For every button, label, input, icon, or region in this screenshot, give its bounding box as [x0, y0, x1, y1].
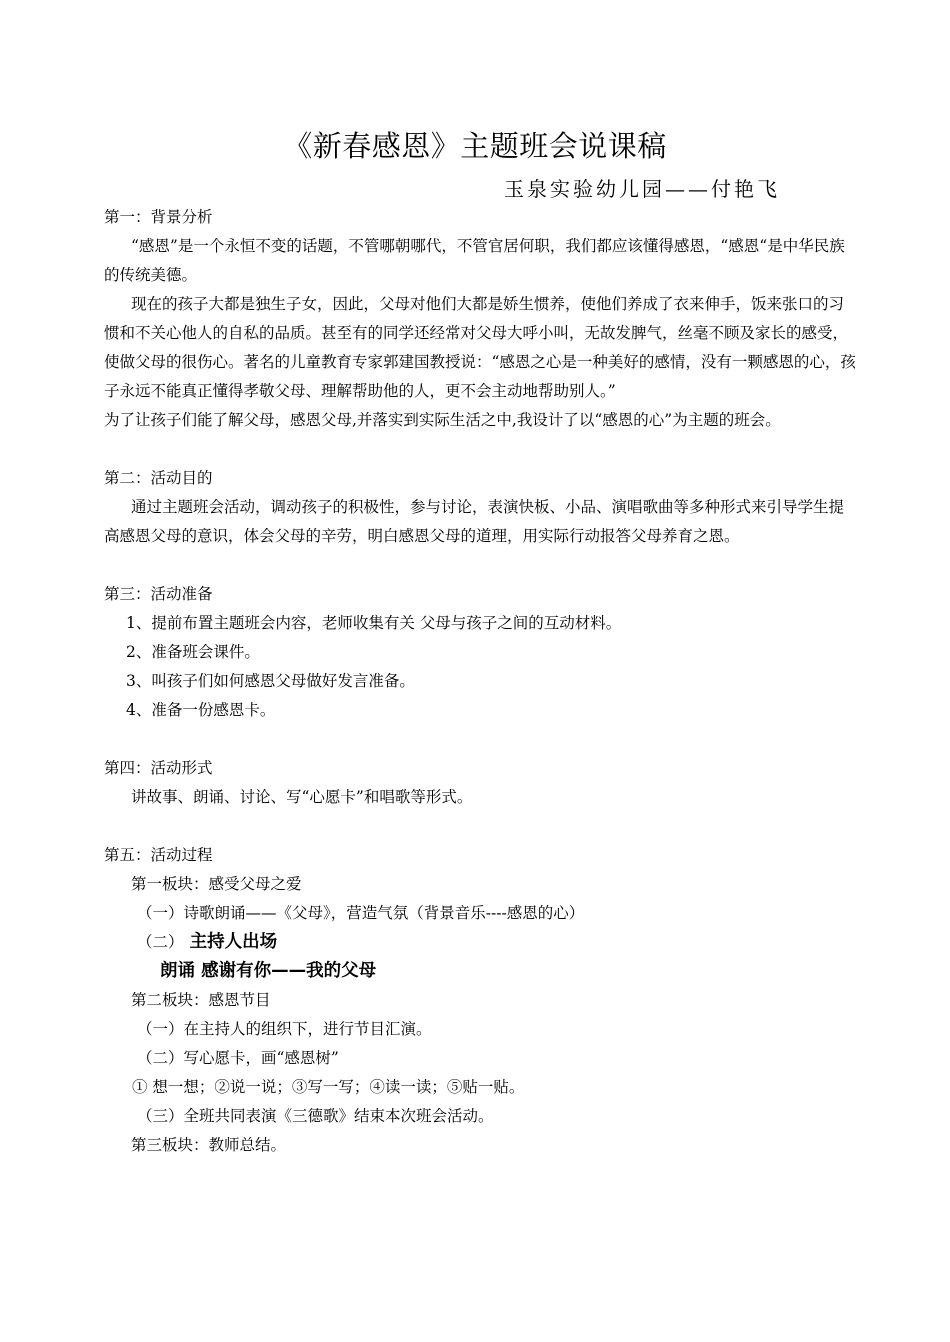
block-heading: 第一板块：感受父母之爱 [131, 875, 302, 893]
item-bold-text: 主持人出场 [189, 932, 278, 952]
list-item: 4、准备一份感恩卡。 [126, 701, 276, 719]
section-heading-background: 第一：背景分析 [104, 208, 213, 226]
list-item: ① 想一想；②说一说；③写一写；④读一读；⑤贴一贴。 [132, 1078, 525, 1096]
list-item: （一）诗歌朗诵——《父母》，营造气氛（背景音乐----感恩的心） [137, 904, 585, 922]
document-body [104, 203, 856, 1160]
spacer [104, 725, 856, 754]
list-item: （一）在主持人的组织下，进行节目汇演。 [137, 1020, 432, 1038]
spacer [104, 435, 856, 464]
block-heading: 第二板块：感恩节目 [131, 991, 271, 1009]
document-author: 玉泉实验幼儿园——付艳飞 [504, 177, 780, 201]
bold-line: 朗诵 感谢有你——我的父母 [160, 961, 377, 981]
paragraph: “感恩”是一个永恒不变的话题，不管哪朝哪代，不管官居何职，我们都应该懂得感恩，“感恩“是中华民族的传统美德。 [104, 237, 845, 284]
section-heading-format: 第四：活动形式 [104, 759, 213, 777]
item-prefix: （二） [137, 933, 184, 951]
list-item: （二）写心愿卡，画“感恩树” [137, 1049, 339, 1067]
spacer [104, 812, 856, 841]
block-heading: 第三板块：教师总结。 [131, 1136, 287, 1154]
paragraph: 通过主题班会活动，调动孩子的积极性，参与讨论，表演快板、小品、演唱歌曲等多种形式来引导学生提高感恩父母的意识，体会父母的辛劳，明白感恩父母的道理，用实际行动报答父母养育之恩。 [104, 498, 845, 545]
paragraph: 现在的孩子大都是独生子女，因此，父母对他们大都是娇生惯养，使他们养成了衣来伸手，饭来张口的习惯和不关心他人的自私的品质。甚至有的同学还经常对父母大呼小叫，无故发脾气，丝毫不顾及家长的感受，使做父母的很伤心。著名的儿童教育专家郭建国教授说：“感恩之心是一种美好的感情，没有一颗感恩的心，孩子永远不能真正懂得孝敬父母、理解帮助他的人，更不会主动地帮助别人。” [104, 295, 856, 400]
spacer [104, 551, 856, 580]
list-item: 2、准备班会课件。 [126, 643, 260, 661]
section-heading-purpose: 第二：活动目的 [104, 469, 213, 487]
paragraph: 为了让孩子们能了解父母，感恩父母,并落实到实际生活之中,我设计了以“感恩的心”为主题的班会。 [104, 411, 781, 429]
list-item: （三）全班共同表演《三德歌》结束本次班会活动。 [137, 1107, 494, 1125]
document-title: 《新春感恩》主题班会说课稿 [283, 129, 667, 163]
list-item: 3、叫孩子们如何感恩父母做好发言准备。 [126, 672, 415, 690]
list-item-bold [104, 928, 856, 957]
paragraph: 讲故事、朗诵、讨论、写“心愿卡”和唱歌等形式。 [131, 788, 473, 806]
section-heading-preparation: 第三：活动准备 [104, 585, 213, 603]
section-heading-process: 第五：活动过程 [104, 846, 213, 864]
list-item: 1、提前布置主题班会内容，老师收集有关 父母与孩子之间的互动材料。 [126, 614, 622, 632]
